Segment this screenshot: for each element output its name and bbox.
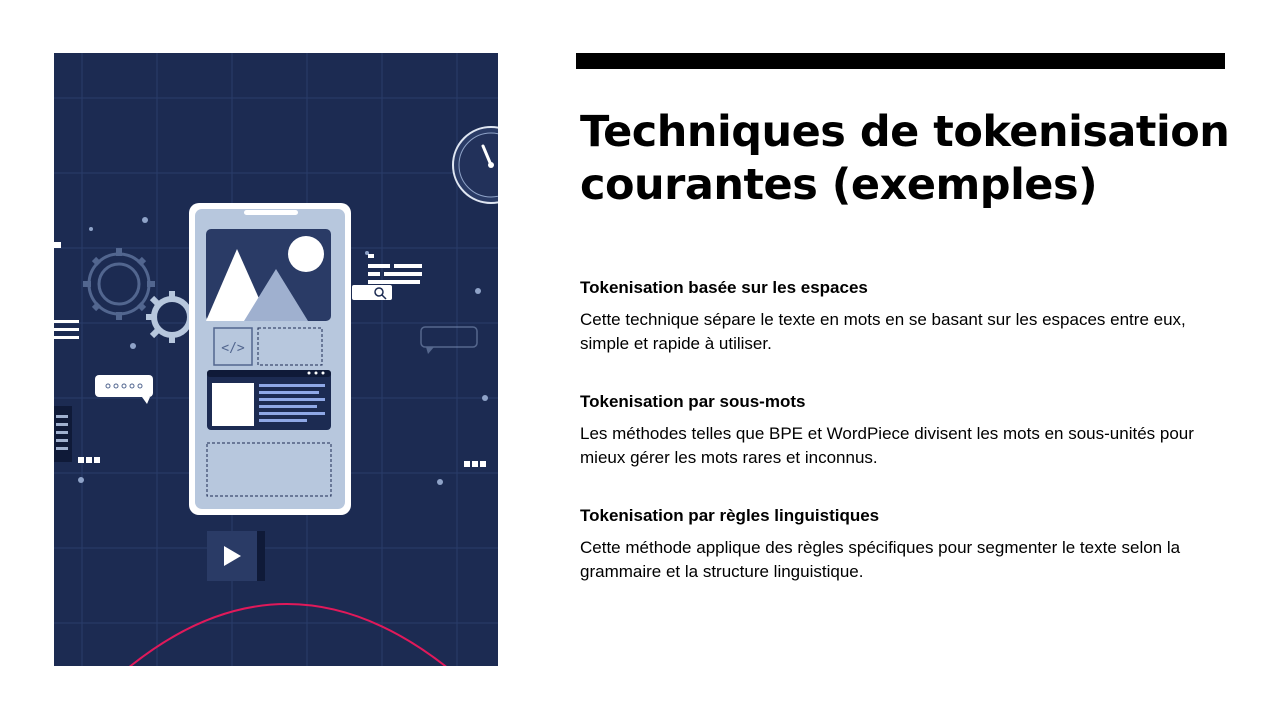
phone-mockup xyxy=(189,203,351,515)
illustration-image xyxy=(54,53,498,666)
section-body: Cette technique sépare le texte en mots en se basant sur les espaces entre eux, simple et rapide à utiliser. xyxy=(580,310,1186,353)
section-rule-based-tokenization xyxy=(580,506,1230,584)
title-accent-bar xyxy=(576,53,1225,69)
image-icon xyxy=(206,229,331,321)
section-heading: Tokenisation par règles linguistiques xyxy=(580,506,880,525)
section-whitespace-tokenization xyxy=(580,278,1230,356)
slide-title: Techniques de tokenisation courantes (exemples) xyxy=(580,107,1230,210)
section-body: Les méthodes telles que BPE et WordPiece divisent les mots en sous-unités pour mieux gérer les mots rares et inconnus. xyxy=(580,424,1194,467)
section-subword-tokenization xyxy=(580,392,1230,470)
play-icon xyxy=(207,531,265,581)
section-heading: Tokenisation par sous-mots xyxy=(580,392,806,411)
section-heading: Tokenisation basée sur les espaces xyxy=(580,278,868,297)
svg-text:</>: </> xyxy=(221,341,245,356)
search-bar xyxy=(352,285,392,300)
section-body: Cette méthode applique des règles spécifiques pour segmenter le texte selon la grammaire et la structure linguistique. xyxy=(580,538,1181,581)
